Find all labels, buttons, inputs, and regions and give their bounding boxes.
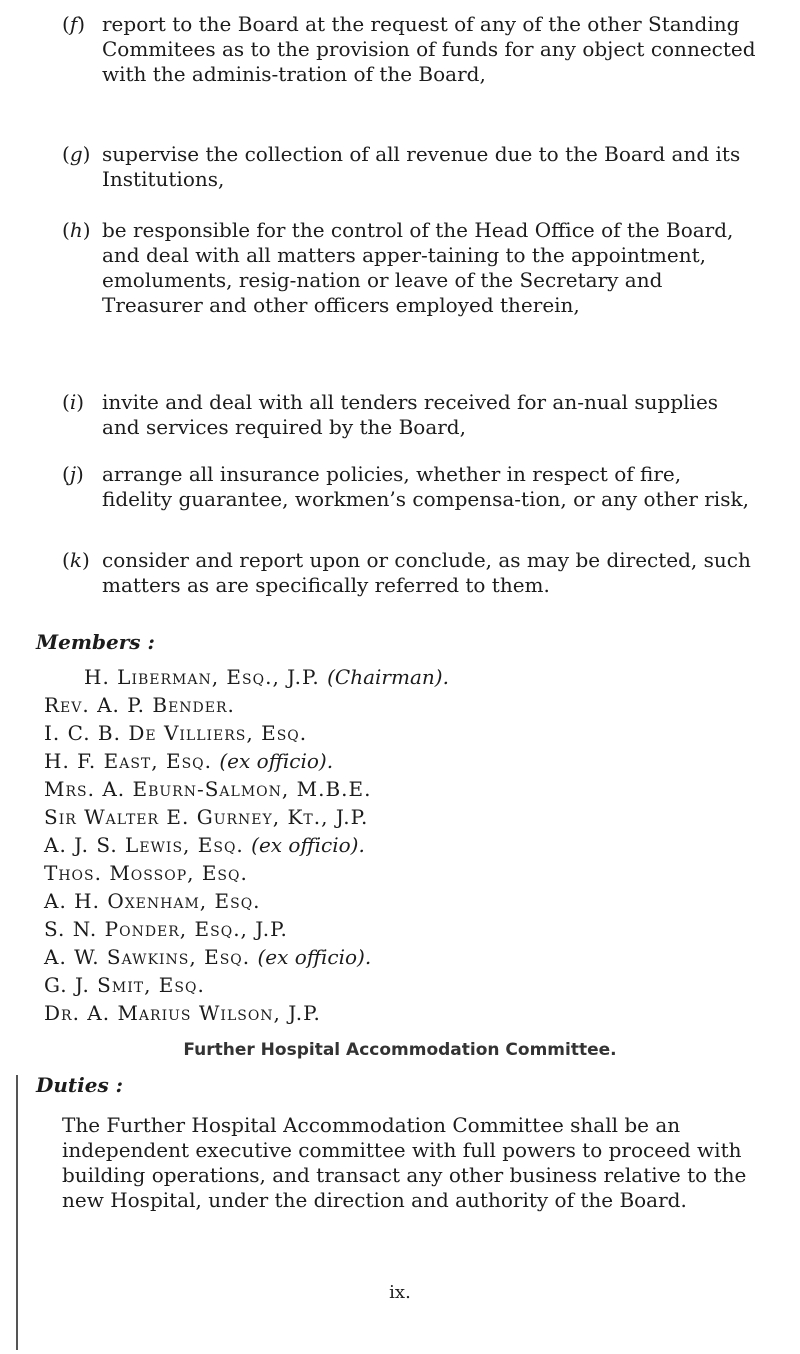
member-entry <box>44 971 784 999</box>
duty-item-i <box>62 390 762 440</box>
duties-heading: Duties : <box>36 1073 124 1097</box>
duty-label: ( g ) <box>62 142 90 167</box>
duty-text: supervise the collection of all revenue due to the Board and its Institutions, <box>102 142 741 191</box>
member-name: H. F. East, Esq. <box>44 749 213 773</box>
duty-label: ( j ) <box>62 462 84 487</box>
duty-text: report to the Board at the request of any of the other Standing Commitees as to the provision of funds for any object connected with the adminis-tration of the Board, <box>102 12 756 86</box>
member-note: (ex officio). <box>251 833 365 857</box>
duty-item-g <box>62 142 762 192</box>
duty-label: ( i ) <box>62 390 84 415</box>
members-list <box>44 663 784 1027</box>
member-name: A. H. Oxenham, Esq. <box>44 889 261 913</box>
member-entry <box>44 915 784 943</box>
member-entry <box>44 887 784 915</box>
member-entry <box>44 663 784 691</box>
committee-title: Further Hospital Accommodation Committee. <box>183 1040 617 1060</box>
member-note: (ex officio). <box>257 945 372 969</box>
member-note: (Chairman). <box>327 665 449 689</box>
duty-item-h <box>62 218 762 318</box>
member-name: Thos. Mossop, Esq. <box>44 861 248 885</box>
duty-text: arrange all insurance policies, whether in respect of fire, fidelity guarantee, workmen’s compensa-tion, or any other risk, <box>102 462 749 511</box>
member-entry <box>44 999 784 1027</box>
duty-label: ( k ) <box>62 548 90 573</box>
members-heading: Members : <box>36 630 155 654</box>
member-name: A. W. Sawkins, Esq. <box>44 945 251 969</box>
member-name: A. J. S. Lewis, Esq. <box>44 833 244 857</box>
member-entry <box>44 831 784 859</box>
member-entry <box>44 719 784 747</box>
member-name: Sir Walter E. Gurney, Kt., J.P. <box>44 805 369 829</box>
member-name: I. C. B. De Villiers, Esq. <box>44 721 308 745</box>
margin-rule <box>16 1075 18 1350</box>
member-entry <box>44 747 784 775</box>
member-entry <box>44 803 784 831</box>
duty-label: ( f ) <box>62 12 85 37</box>
member-name: S. N. Ponder, Esq., J.P. <box>44 917 288 941</box>
member-name: H. Liberman, Esq., J.P. <box>84 665 320 689</box>
member-note: (ex officio). <box>219 749 334 773</box>
member-entry <box>44 943 784 971</box>
duty-text: consider and report upon or conclude, as may be directed, such matters as are specifically referred to them. <box>102 548 751 597</box>
committee-paragraph: The Further Hospital Accommodation Committee shall be an independent executive committee with full powers to proceed with building operations, and transact any other business relative to the new Hospital, under the direction and authority of the Board. <box>62 1113 747 1212</box>
member-name: Rev. A. P. Bender. <box>44 693 235 717</box>
member-name: Mrs. A. Eburn-Salmon, M.B.E. <box>44 777 372 801</box>
member-entry <box>44 691 784 719</box>
duty-label: ( h ) <box>62 218 91 243</box>
page-number: ix. <box>389 1282 411 1303</box>
member-name: Dr. A. Marius Wilson, J.P. <box>44 1001 321 1025</box>
member-entry <box>44 859 784 887</box>
duty-item-j <box>62 462 762 512</box>
duty-item-k <box>62 548 762 598</box>
duty-text: invite and deal with all tenders received for an-nual supplies and services required by the Board, <box>102 390 719 439</box>
member-name: G. J. Smit, Esq. <box>44 973 205 997</box>
duty-item-f <box>62 12 762 87</box>
member-entry <box>44 775 784 803</box>
duty-text: be responsible for the control of the Head Office of the Board, and deal with all matters apper-taining to the appointment, emoluments, resig-nation or leave of the Secretary and Treasurer and other officers employed therein, <box>102 218 734 317</box>
